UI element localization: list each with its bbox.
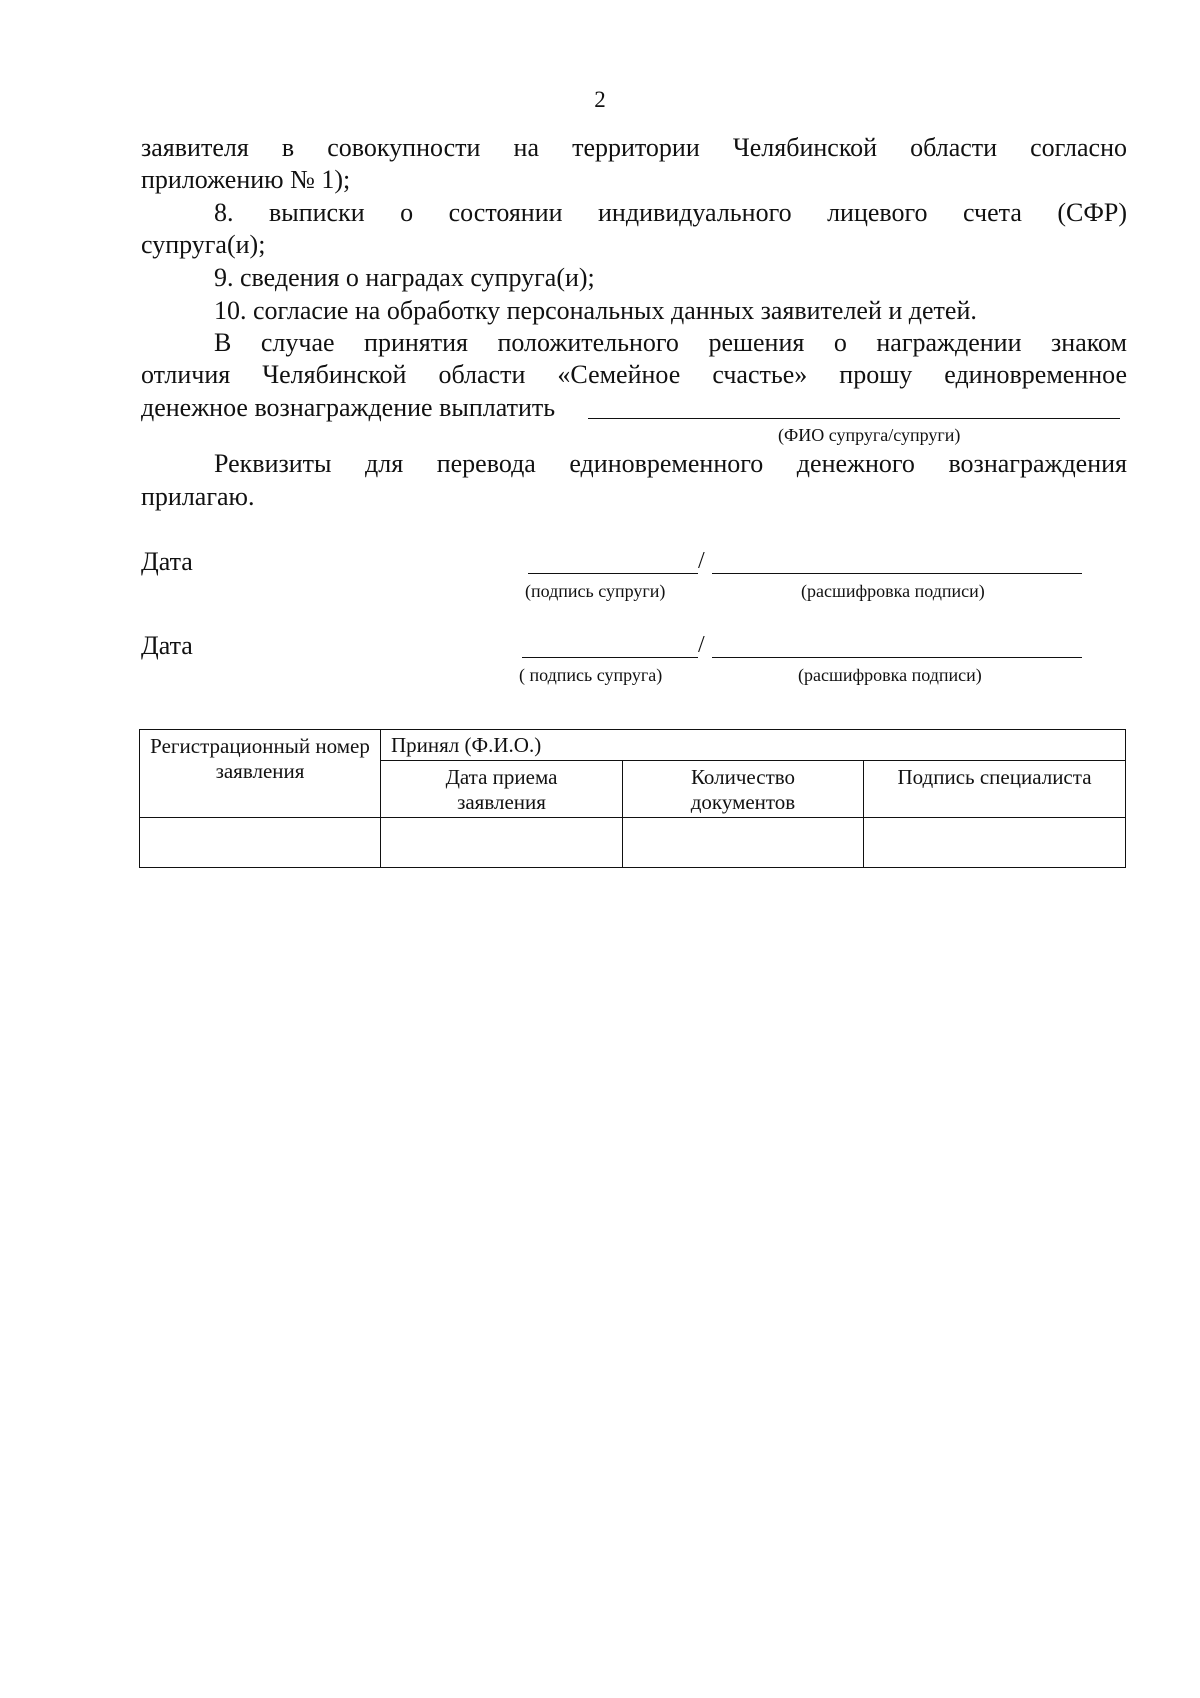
decode-caption-wife: (расшифровка подписи) xyxy=(801,581,985,601)
signature-line-wife[interactable] xyxy=(528,573,698,574)
list-item-10: 10. согласие на обработку персональных данных заявителей и детей. xyxy=(214,296,977,325)
accepted-header: Принял (Ф.И.О.) xyxy=(391,732,542,757)
accepted-header-cell xyxy=(381,730,1126,761)
signature-caption-husband: ( подпись супруга) xyxy=(519,665,663,685)
reg-number-cell[interactable] xyxy=(140,818,381,868)
date-header-cell xyxy=(381,761,623,818)
signature-decode-line-husband[interactable] xyxy=(712,657,1082,658)
date-header: Дата приема заявления xyxy=(445,765,558,814)
signature-cell[interactable] xyxy=(864,818,1126,868)
paragraph-continuation-line-1: заявителя в совокупности на территории Челябинской области согласно xyxy=(141,133,1127,162)
signature-slash-wife: / xyxy=(698,548,705,574)
date-label-wife: Дата xyxy=(141,547,193,576)
payment-paragraph-line-1: В случае принятия положительного решения о награждении знаком xyxy=(214,328,1127,357)
requisites-paragraph-line-1: Реквизиты для перевода единовременного денежного вознаграждения xyxy=(214,449,1127,478)
list-item-8-line-1: 8. выписки о состоянии индивидуального лицевого счета (СФР) xyxy=(214,198,1127,227)
registration-table xyxy=(139,729,1126,868)
recipient-name-line[interactable] xyxy=(588,418,1120,419)
paragraph-continuation-line-2: приложению № 1); xyxy=(141,165,351,194)
recipient-name-caption: (ФИО супруга/супруги) xyxy=(778,425,961,445)
signature-header-cell xyxy=(864,761,1126,818)
list-item-9: 9. сведения о наградах супруга(и); xyxy=(214,263,595,292)
payment-paragraph-line-2: отличия Челябинской области «Семейное счастье» прошу единовременное xyxy=(141,360,1127,389)
signature-decode-line-wife[interactable] xyxy=(712,573,1082,574)
count-header: Количество документов xyxy=(690,765,796,814)
list-item-8-line-2: супруга(и); xyxy=(141,230,266,259)
signature-line-husband[interactable] xyxy=(522,657,698,658)
date-label-husband: Дата xyxy=(141,631,193,660)
date-cell[interactable] xyxy=(381,818,623,868)
reg-number-header: Регистрационный номер заявления xyxy=(150,734,370,783)
requisites-paragraph-line-2: прилагаю. xyxy=(141,482,255,511)
signature-header: Подпись специалиста xyxy=(897,765,1092,789)
count-header-cell xyxy=(623,761,864,818)
signature-slash-husband: / xyxy=(698,632,705,658)
payment-paragraph-line-3: денежное вознаграждение выплатить xyxy=(141,393,556,422)
page-number: 2 xyxy=(594,87,606,112)
reg-number-header-cell xyxy=(140,730,381,818)
signature-caption-wife: (подпись супруги) xyxy=(525,581,666,601)
count-cell[interactable] xyxy=(623,818,864,868)
decode-caption-husband: (расшифровка подписи) xyxy=(798,665,982,685)
